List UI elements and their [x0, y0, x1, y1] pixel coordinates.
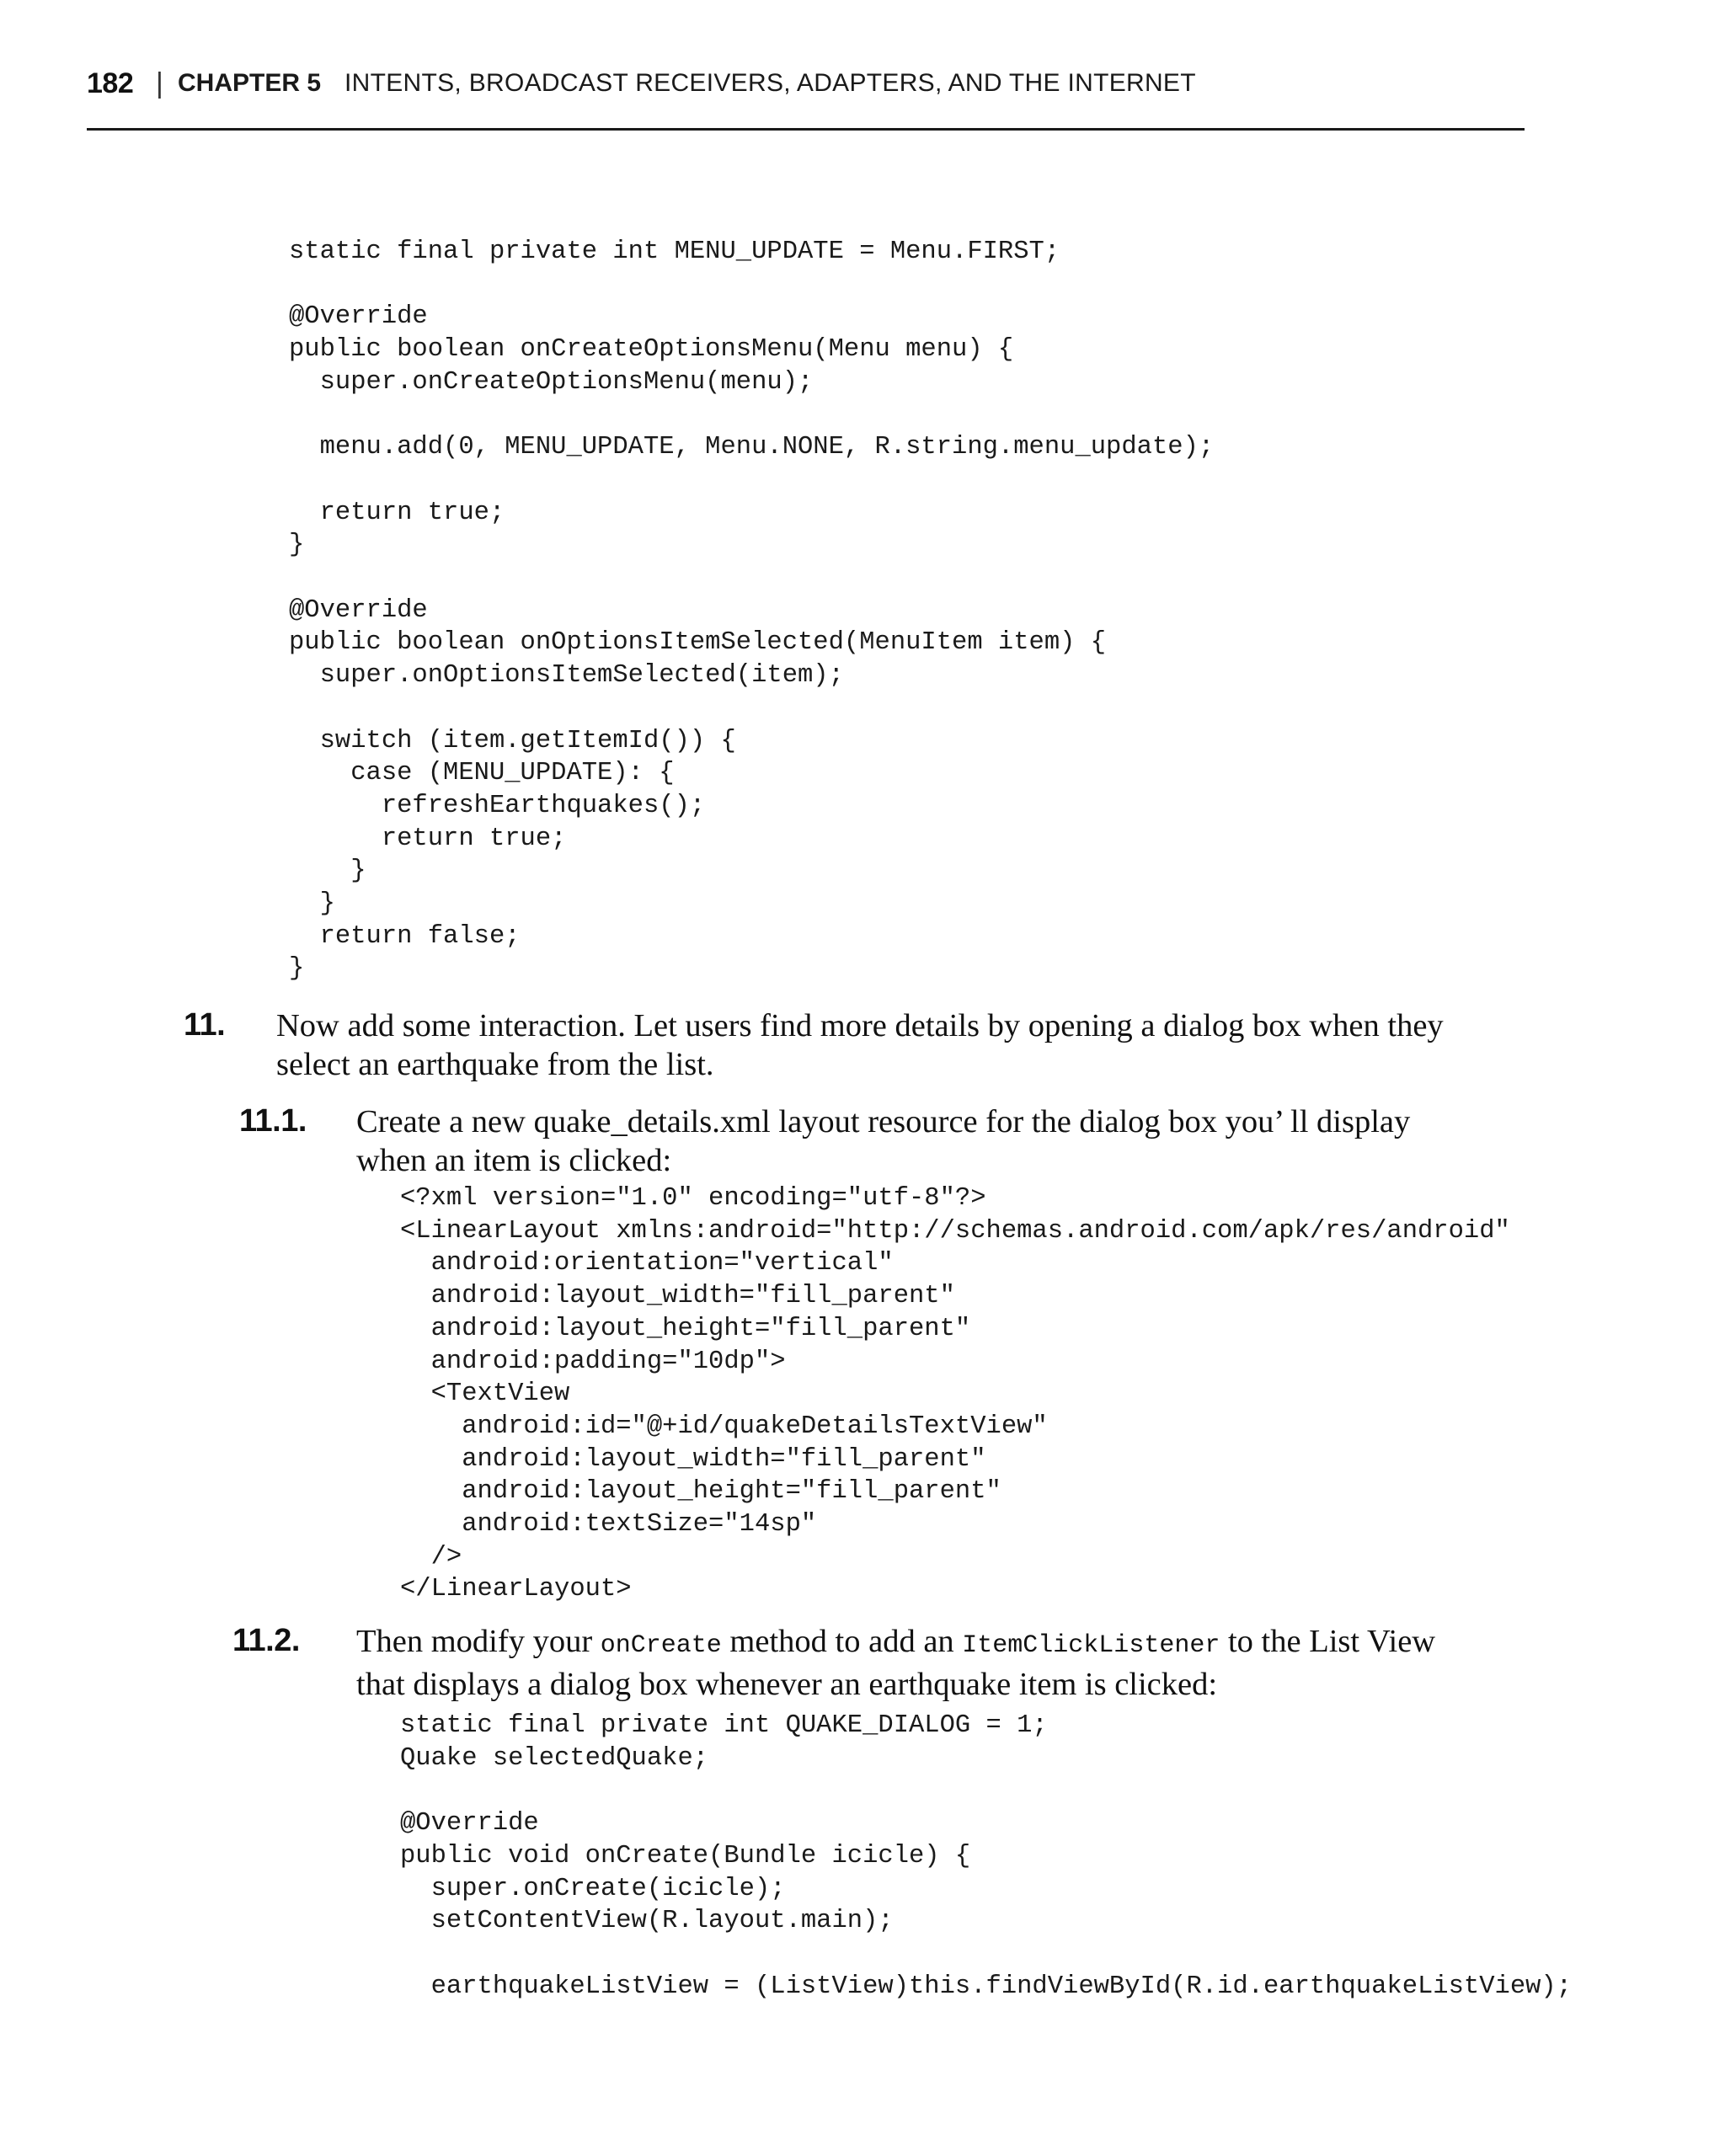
code-block-oncreate: static final private int QUAKE_DIALOG = 1; Quake selectedQuake; @Override public void onCreate(Bundle icicle) { super.onCreate(icicle); setContentView(R.layout.main); earthquakeListView = (ListView)this.findViewById(R.id.earthquakeListView);: [400, 1711, 1573, 2001]
step-number-11-1: 11.1.: [239, 1103, 307, 1139]
step-11-2-text-before: Then modify your: [356, 1624, 601, 1659]
step-11-2-text-middle: method to add an: [721, 1624, 963, 1659]
step-number-11-2: 11.2.: [232, 1623, 300, 1658]
inline-code-itemclicklistener: ItemClickListener: [962, 1631, 1220, 1660]
code-block-menu-handlers: static final private int MENU_UPDATE = Menu.FIRST; @Override public boolean onCreateOptionsMenu(Menu menu) { super.onCreateOptionsMenu(menu); menu.add(0, MENU_UPDATE, Menu.NONE, R.string.menu_update); return true; } @Override public boolean onOptionsItemSelected(MenuItem item) { super.onOptionsItemSelected(item); switch (item.getItemId()) { case (MENU_UPDATE): { refreshEarthquakes(); return true; } } return false; }: [289, 237, 1215, 984]
page-number: 182: [87, 67, 134, 99]
inline-code-oncreate: onCreate: [600, 1631, 722, 1660]
chapter-title: INTENTS, BROADCAST RECEIVERS, ADAPTERS, AND THE INTERNET: [344, 69, 1196, 97]
page-header: [87, 67, 1525, 131]
step-11-1-text: Create a new quake_details.xml layout resource for the dialog box you’ ll display when an item is clicked:: [356, 1104, 1411, 1178]
step-11-2-text: [356, 1622, 1485, 1704]
header-separator: |: [156, 67, 163, 99]
step-11-text: Now add some interaction. Let users find more details by opening a dialog box when they select an earthquake from the list.: [276, 1008, 1444, 1082]
step-number-11: 11.: [184, 1007, 226, 1043]
code-block-quake-details-xml: <?xml version="1.0" encoding="utf-8"?> <LinearLayout xmlns:android="http://schemas.android.com/apk/res/android" android:orientation="vertical" android:layout_width="fill_parent" android:layout_height="fill_parent" android:padding="10dp"> <TextView android:id="@+id/quakeDetailsTextView" android:layout_width="fill_parent" android:layout_height="fill_parent" android:textSize="14sp" /> </LinearLayout>: [400, 1184, 1510, 1604]
step-11-2-text-after: to the List View that displays a dialog box whenever an earthquake item is clicked:: [356, 1624, 1436, 1702]
chapter-label: CHAPTER 5: [178, 69, 322, 97]
